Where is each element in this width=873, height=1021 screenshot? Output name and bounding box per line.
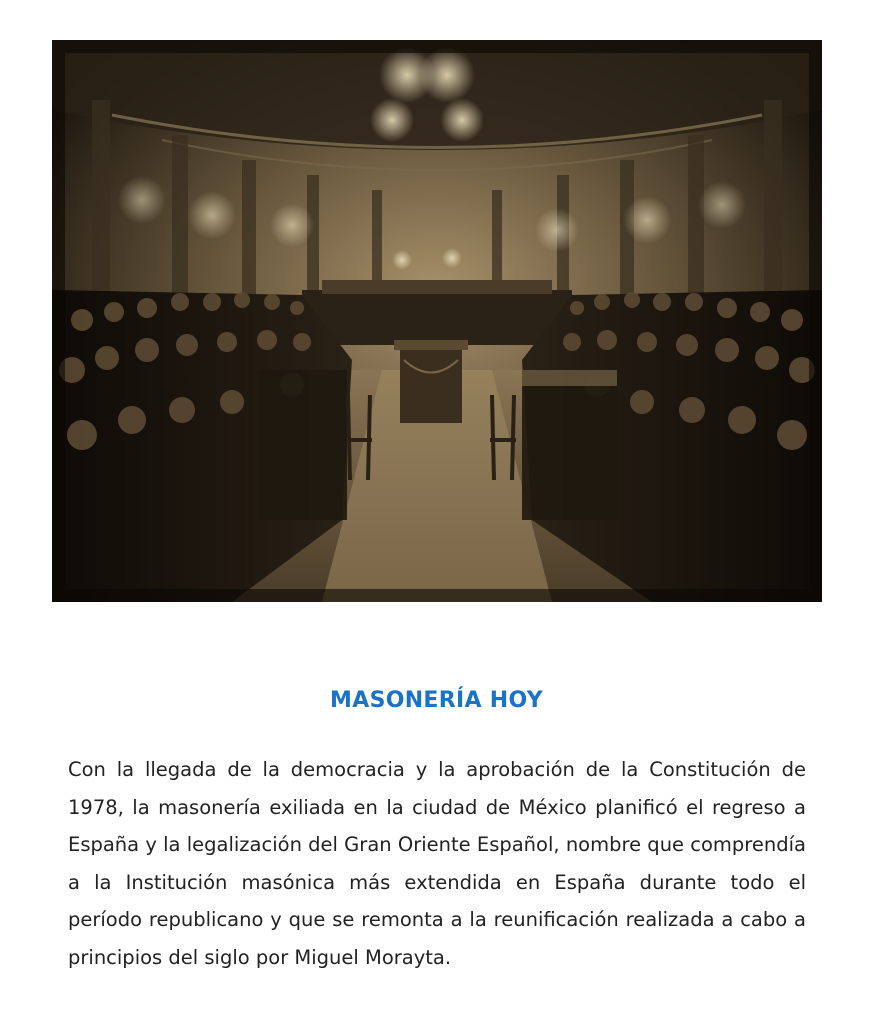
article-title: MASONERÍA HOY: [330, 688, 543, 713]
article-paragraph: Con la llegada de la democracia y la aprobación de la Constitución de 1978, la masonería exiliada en la ciudad de México planificó el regreso a España y la legalización del Gran Oriente Español, nombre que comprendía a la Institución masónica más extendida en España durante todo el período republicano y que se remonta a la reunificación realizada a cabo a principios del siglo por Miguel Morayta.: [68, 758, 806, 969]
historical-photo: [52, 40, 822, 602]
masonic-hall-illustration: [52, 40, 822, 602]
